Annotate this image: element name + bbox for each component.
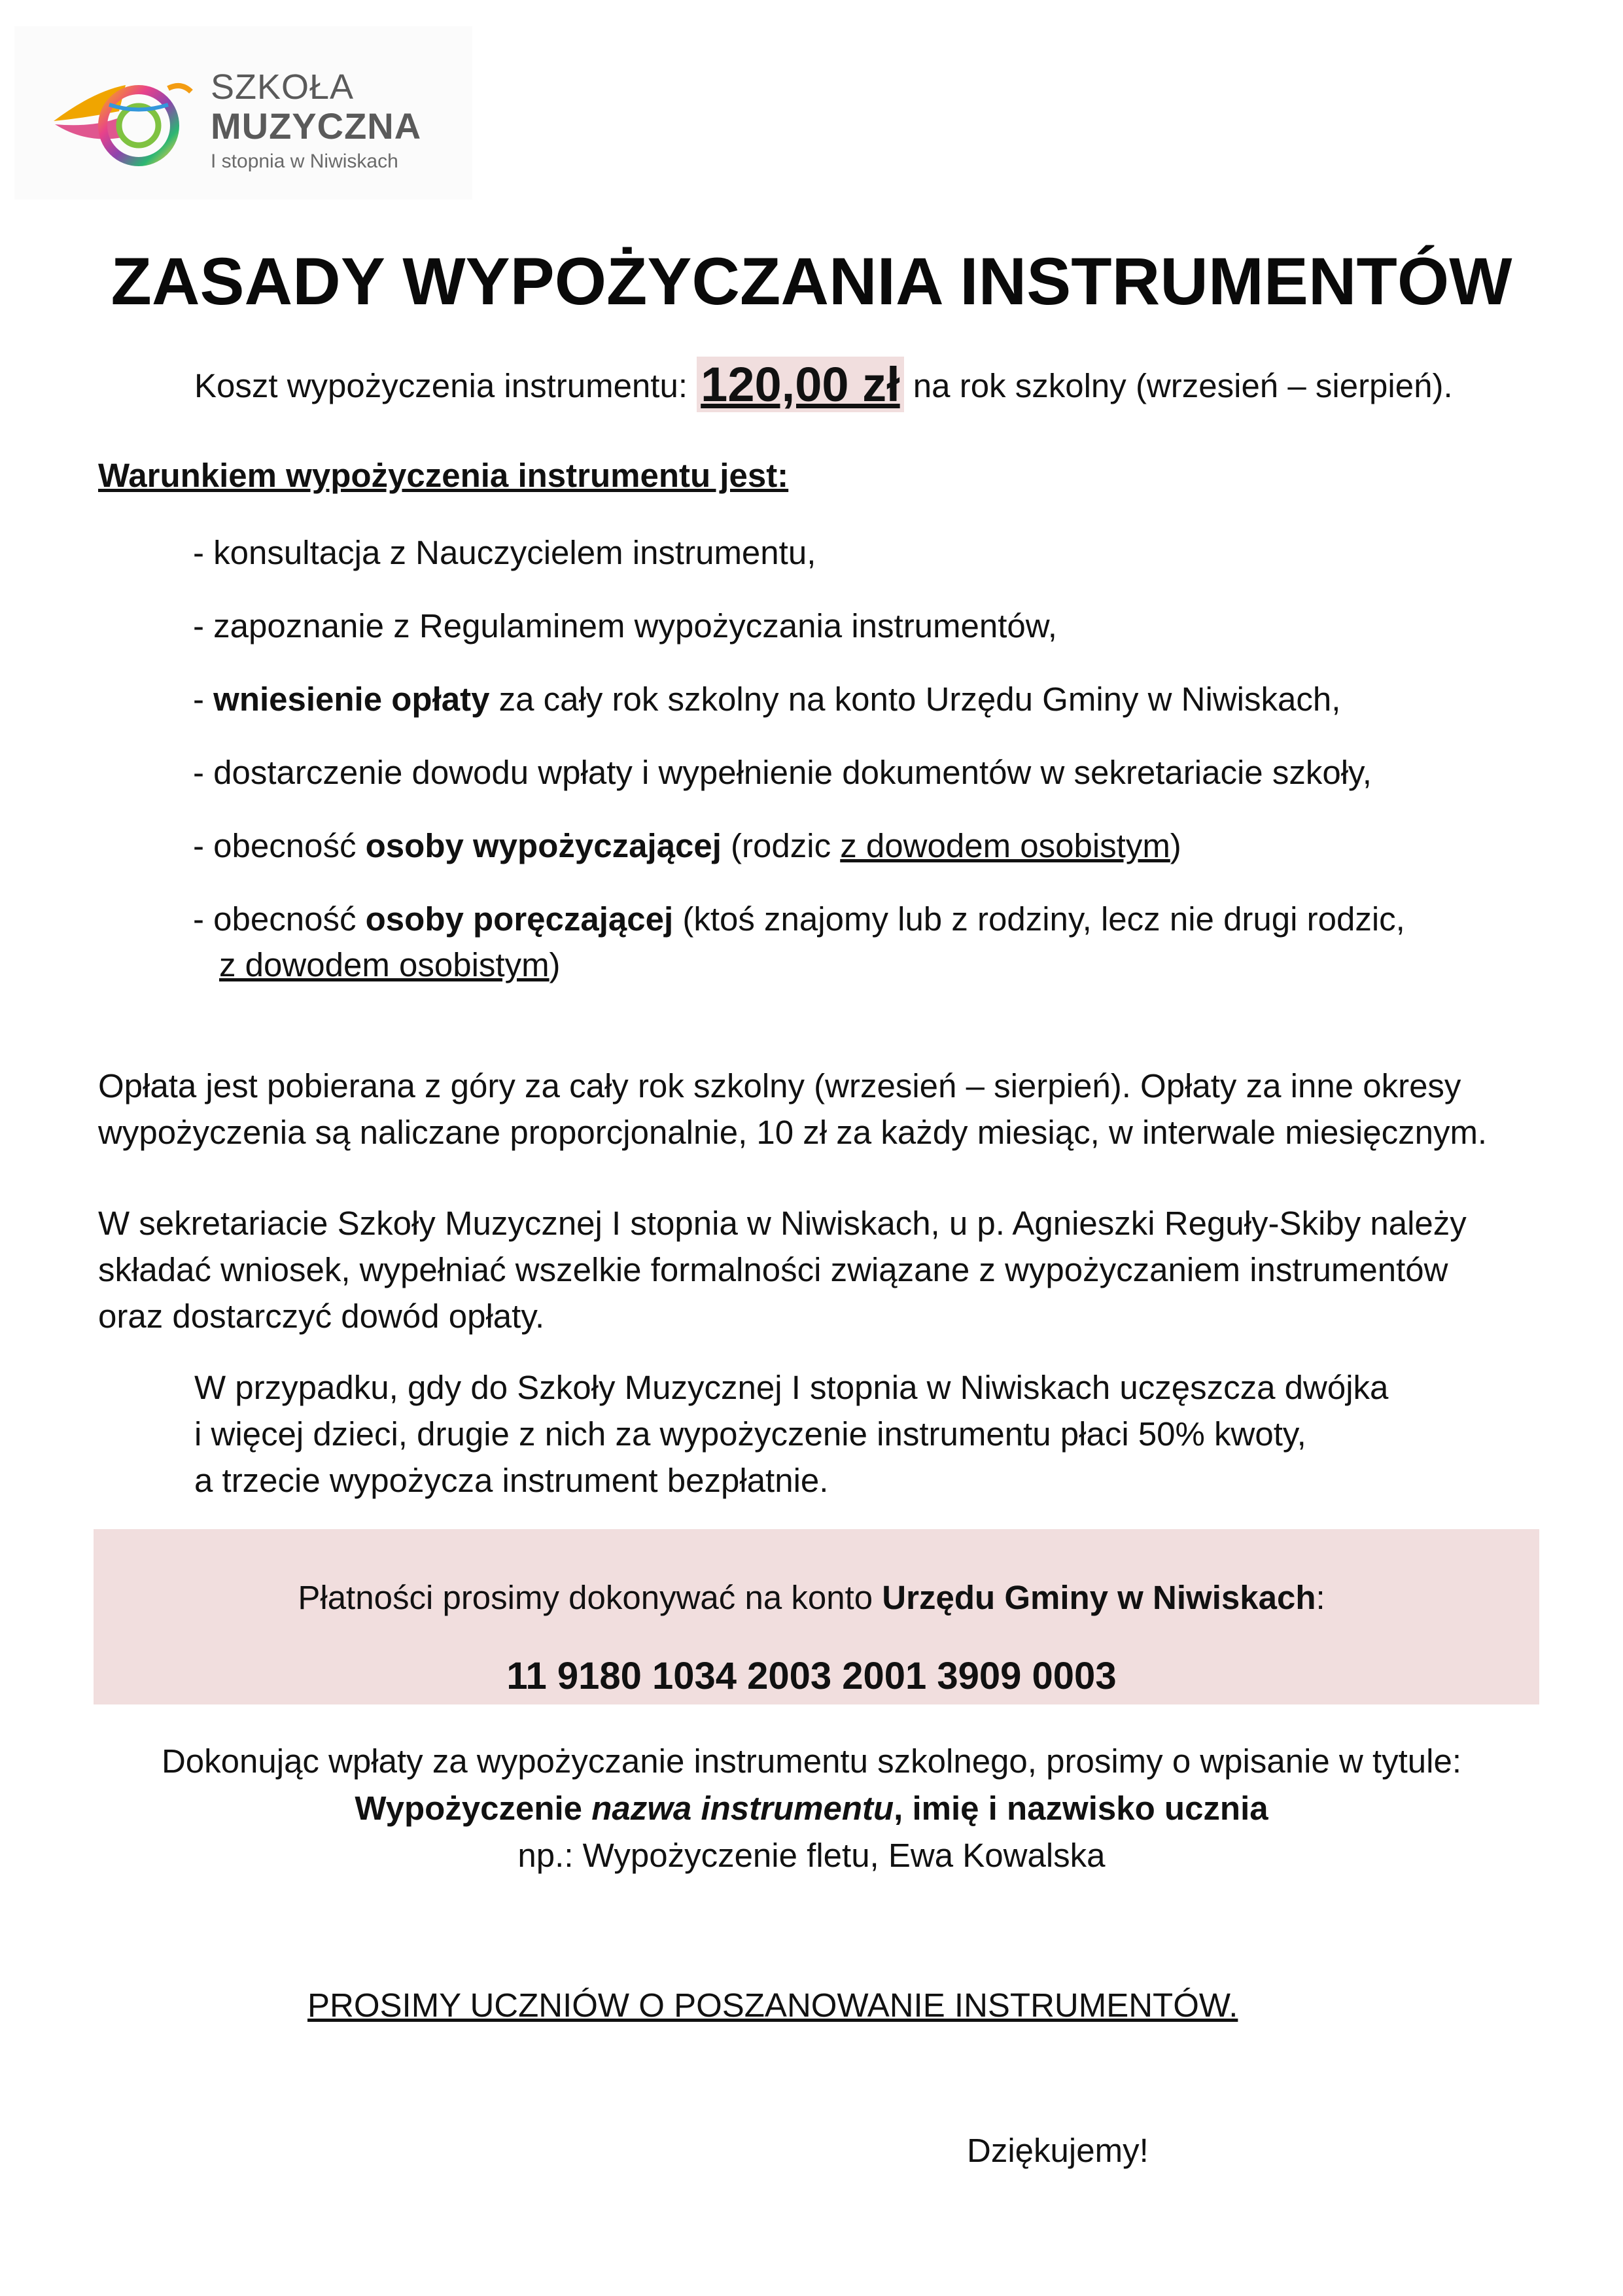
list-item-text: ) <box>1170 827 1181 864</box>
price-highlight: 120,00 zł <box>697 357 903 412</box>
list-item-text: za cały rok szkolny na konto Urzędu Gminy w Niwiskach, <box>489 680 1341 718</box>
paragraph-line: a trzecie wypożycza instrument bezpłatnie. <box>194 1462 829 1499</box>
transfer-title-part: Wypożyczenie <box>355 1790 592 1827</box>
school-logo <box>14 26 472 200</box>
list-item-continuation <box>219 942 1405 988</box>
paragraph-line: W sekretariacie Szkoły Muzycznej I stopnia w Niwiskach, u p. Agnieszki Reguły-Skiby należy <box>98 1205 1467 1242</box>
logo-line-1: SZKOŁA <box>211 67 355 107</box>
cost-label: Koszt wypożyczenia instrumentu: <box>194 367 697 404</box>
fee-paragraph <box>98 1063 1487 1156</box>
payment-text: : <box>1316 1579 1325 1616</box>
logo-line-2: MUZYCZNA <box>211 105 422 147</box>
siblings-paragraph <box>194 1364 1388 1504</box>
transfer-title-italic: nazwa instrumentu <box>591 1790 894 1827</box>
list-item <box>193 677 1405 722</box>
list-item-bold: osoby wypożyczającej <box>365 827 722 864</box>
paragraph-line: oraz dostarczyć dowód opłaty. <box>98 1298 545 1335</box>
respect-notice: PROSIMY UCZNIÓW O POSZANOWANIE INSTRUMENTÓW. <box>307 1987 1238 2024</box>
list-item <box>193 896 1405 942</box>
paragraph-line: składać wniosek, wypełniać wszelkie formalności związane z wypożyczaniem instrumentów <box>98 1251 1448 1288</box>
list-item-bold: wniesienie opłaty <box>213 680 490 718</box>
payment-instruction <box>0 1578 1623 1617</box>
cost-period: na rok szkolny (wrzesień – sierpień). <box>903 367 1453 404</box>
list-item-text: (ktoś znajomy lub z rodziny, lecz nie drugi rodzic, <box>673 900 1405 938</box>
list-item-bold: osoby poręczającej <box>365 900 674 938</box>
thanks-text: Dziękujemy! <box>967 2132 1149 2169</box>
list-item-text: - <box>193 680 214 718</box>
list-item-underlined: z dowodem osobistym <box>219 946 550 983</box>
payment-text: Płatności prosimy dokonywać na konto <box>298 1579 882 1616</box>
list-item-text: ) <box>549 946 561 983</box>
paragraph-line: i więcej dzieci, drugie z nich za wypożyczenie instrumentu płaci 50% kwoty, <box>194 1415 1306 1453</box>
page-title: ZASADY WYPOŻYCZANIA INSTRUMENTÓW <box>111 244 1512 319</box>
list-item-text: (rodzic <box>721 827 841 864</box>
paragraph-line: wypożyczenia są naliczane proporcjonalnie, 10 zł za każdy miesiąc, w interwale miesięcznym. <box>98 1114 1488 1151</box>
secretariat-paragraph <box>98 1200 1467 1339</box>
bank-account-number: 11 9180 1034 2003 2001 3909 0003 <box>506 1655 1117 1697</box>
logo-line-3: I stopnia w Niwiskach <box>211 150 398 172</box>
list-item <box>193 823 1405 869</box>
list-item: - zapoznanie z Regulaminem wypożyczania instrumentów, <box>193 607 1057 645</box>
conditions-heading: Warunkiem wypożyczenia instrumentu jest: <box>98 457 789 494</box>
conditions-list <box>193 530 1405 988</box>
paragraph-line: Opłata jest pobierana z góry za cały rok szkolny (wrzesień – sierpień). Opłaty za inne okresy <box>98 1067 1461 1104</box>
transfer-title-format <box>0 1789 1623 1828</box>
list-item-text: - obecność <box>193 827 366 864</box>
payment-recipient: Urzędu Gminy w Niwiskach <box>882 1579 1316 1616</box>
transfer-title-instruction: Dokonując wpłaty za wypożyczanie instrumentu szkolnego, prosimy o wpisanie w tytule: <box>161 1742 1462 1780</box>
list-item-underlined: z dowodem osobistym <box>840 827 1170 864</box>
cost-line <box>194 357 1453 412</box>
list-item-text: - obecność <box>193 900 366 938</box>
list-item: - dostarczenie dowodu wpłaty i wypełnienie dokumentów w sekretariacie szkoły, <box>193 754 1372 791</box>
paragraph-line: W przypadku, gdy do Szkoły Muzycznej I stopnia w Niwiskach uczęszcza dwójka <box>194 1369 1389 1406</box>
list-item: - konsultacja z Nauczycielem instrumentu, <box>193 534 816 571</box>
french-horn-logo-icon <box>41 65 204 177</box>
transfer-title-part: , imię i nazwisko ucznia <box>894 1790 1268 1827</box>
transfer-title-example: np.: Wypożyczenie fletu, Ewa Kowalska <box>517 1837 1106 1874</box>
